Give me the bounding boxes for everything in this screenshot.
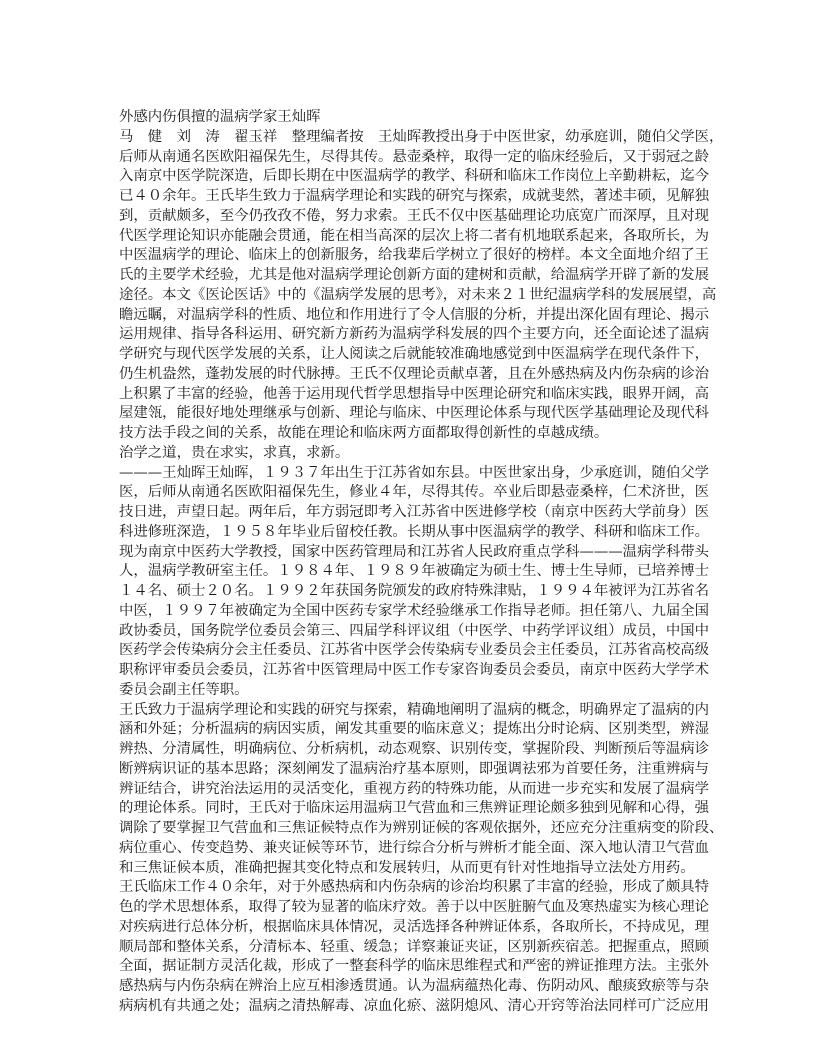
text-line: 氏的主要学术经验，尤其是他对温病学理论创新方面的建树和贡献，给温病学开辟了新的发展 [119, 267, 710, 283]
text-line: 辨热、分清属性，明确病位、分析病机，动态观察、识别传变，掌握阶段、判断预后等温病诊 [119, 741, 710, 757]
text-line: 已４０余年。王氏毕生致力于温病学理论和实践的研究与探索，成就斐然，著述丰硕，见解独 [119, 188, 710, 204]
text-line: 学研究与现代医学发展的关系，让人阅读之后就能较准确地感觉到中医温病学在现代条件下， [119, 346, 710, 362]
text-line: 途径。本文《医论医话》中的《温病学发展的思考》，对未来２１世纪温病学科的发展展望，高 [119, 286, 717, 303]
text-line: 对疾病进行总体分析，根据临床具体情况，灵活选择各种辨证体系，各取所长，不持成见，理 [119, 918, 710, 935]
document-title: 外感内伤俱擅的温病学家王灿晖 [119, 109, 321, 125]
text-line: 全面，据证制方灵活化裁，形成了一整套科学的临床思维程式和严密的辨证推理方法。主张外 [119, 958, 710, 975]
text-line: 中医，１９９７年被确定为全国中医药专家学术经验继承工作指导老师。担任第八、九届全国 [119, 602, 710, 619]
text-line: 中医温病学的理论、临床上的创新服务，给我辈后学树立了很好的榜样。本文全面地介绍了王 [119, 247, 710, 264]
text-line: 的理论体系。同时，王氏对于临床运用温病卫气营血和三焦辨证理论颇多独到见解和心得，强 [119, 800, 710, 817]
text-line: 政协委员，国务院学位委员会第三、四届学科评议组（中医学、中药学评议组）成员，中国中 [119, 622, 710, 639]
text-line: ———王灿晖王灿晖，１９３７年出生于江苏省如东县。中医世家出身，少承庭训，随伯父学 [119, 464, 710, 481]
text-line: 现为南京中医药大学教授，国家中医药管理局和江苏省人民政府重点学科———温病学科带头 [119, 543, 710, 560]
text-line: 断辨病识证的基本思路；深刻阐发了温病治疗基本原则，即强调祛邪为首要任务，注重辨病与 [119, 760, 710, 777]
text-line: 到，贡献颇多，至今仍孜孜不倦，努力求索。王氏不仅中医基础理论功底宽广而深厚，且对现 [119, 207, 710, 224]
text-line: 技方法手段之间的关系，故能在理论和临床两方面都取得创新性的卓越成绩。 [119, 425, 609, 441]
text-line: 病位重心、传变趋势、兼夹证候等环节，进行综合分析与辨析才能全面、深入地认清卫气营血 [119, 839, 710, 856]
text-line: 仍生机盎然，蓬勃发展的时代脉搏。王氏不仅理论贡献卓著，且在外感热病及内伤杂病的诊治 [119, 365, 710, 382]
text-line: 病病机有共通之处；温病之清热解毒、凉血化瘀、滋阴熄风、清心开窍等治法同样可广泛应用 [119, 997, 710, 1014]
text-line: 入南京中医学院深造，后即长期在中医温病学的教学、科研和临床工作岗位上辛勤耕耘，迄今 [119, 168, 710, 185]
document-page [119, 108, 724, 1017]
text-line: 委员会副主任等职。 [119, 681, 249, 698]
text-line: 运用规律、指导各科运用、研究新方新药为温病学科发展的四个主要方向，还全面论述了温病 [119, 326, 710, 343]
document-body [119, 128, 724, 1017]
text-line: 人，温病学教研室主任。１９８４年、１９８９年被确定为硕士生、博士生导师，已培养博士 [119, 563, 710, 580]
text-line: 代医学理论知识亦能融会贯通，能在相当高深的层次上将二者有机地联系起来，各取所长，为 [119, 227, 710, 244]
text-line: 屋建瓴，能很好地处理继承与创新、理论与临床、中医理论体系与现代医学基础理论及现代科 [119, 405, 710, 422]
text-line: 和三焦证候本质，准确把握其变化特点和发展转归，从而更有针对性地指导立法处方用药。 [119, 859, 695, 876]
text-line: 瞻远瞩，对温病学科的性质、地位和作用进行了令人信服的分析，并提出深化固有理论、揭示 [119, 306, 710, 323]
text-line: 色的学术思想体系，取得了较为显著的临床疗效。善于以中医脏腑气血及寒热虚实为核心理论 [119, 899, 710, 915]
text-line: 治学之道，贵在求实，求真，求新。 [119, 444, 350, 461]
text-line: 医药学会传染病分会主任委员、江苏省中医学会传染病专业委员会主任委员，江苏省高校高级 [119, 642, 710, 659]
text-line: 顺局部和整体关系，分清标本、轻重、缓急；详察兼证夹证，区别新疾宿恙。把握重点，照顾 [119, 938, 710, 955]
text-line: 科进修班深造，１９５８年毕业后留校任教。长期从事中医温病学的教学、科研和临床工作。 [119, 523, 710, 540]
text-line: 医，后师从南通名医欧阳福保先生，修业４年，尽得其传。卒业后即悬壶桑梓，仁术济世，医 [119, 484, 710, 501]
text-line: 职称评审委员会委员，江苏省中医管理局中医工作专家咨询委员会委员，南京中医药大学学术 [119, 662, 710, 678]
text-line: 调除了要掌握卫气营血和三焦证候特点作为辨别证候的客观依据外，还应充分注重病变的阶段、 [119, 820, 724, 836]
text-line: 感热病与内伤杂病在辨治上应互相渗透贯通。认为温病蕴热化毒、伤阴动风、酿痰致瘀等与杂 [119, 978, 710, 994]
text-line: 王氏致力于温病学理论和实践的研究与探索，精确地阐明了温病的概念，明确界定了温病的内 [119, 701, 710, 718]
text-line: 上积累了丰富的经验，他善于运用现代哲学思想指导中医理论研究和临床实践，眼界开阔，高 [119, 385, 710, 402]
text-line: 技日进，声望日起。两年后，年方弱冠即考入江苏省中医进修学校（南京中医药大学前身）医 [119, 504, 710, 520]
text-line: 后师从南通名医欧阳福保先生，尽得其传。悬壶桑梓，取得一定的临床经验后，又于弱冠之龄 [119, 148, 710, 165]
text-line: １４名、硕士２０名。１９９２年获国务院颁发的政府特殊津贴，１９９４年被评为江苏省名 [119, 583, 710, 599]
text-line: 马 健 刘 涛 翟玉祥 整理编者按 王灿晖教授出身于中医世家，幼承庭训，随伯父学医， [119, 128, 724, 145]
text-line: 王氏临床工作４０余年，对于外感热病和内伤杂病的诊治均积累了丰富的经验，形成了颇具特 [119, 879, 710, 896]
text-line: 涵和外延；分析温病的病因实质，阐发其重要的临床意义；提炼出分时论病、区别类型，辨湿 [119, 721, 710, 738]
text-line: 辨证结合，讲究治法运用的灵活变化，重视方药的特殊功能，从而进一步充实和发展了温病学 [119, 780, 710, 797]
